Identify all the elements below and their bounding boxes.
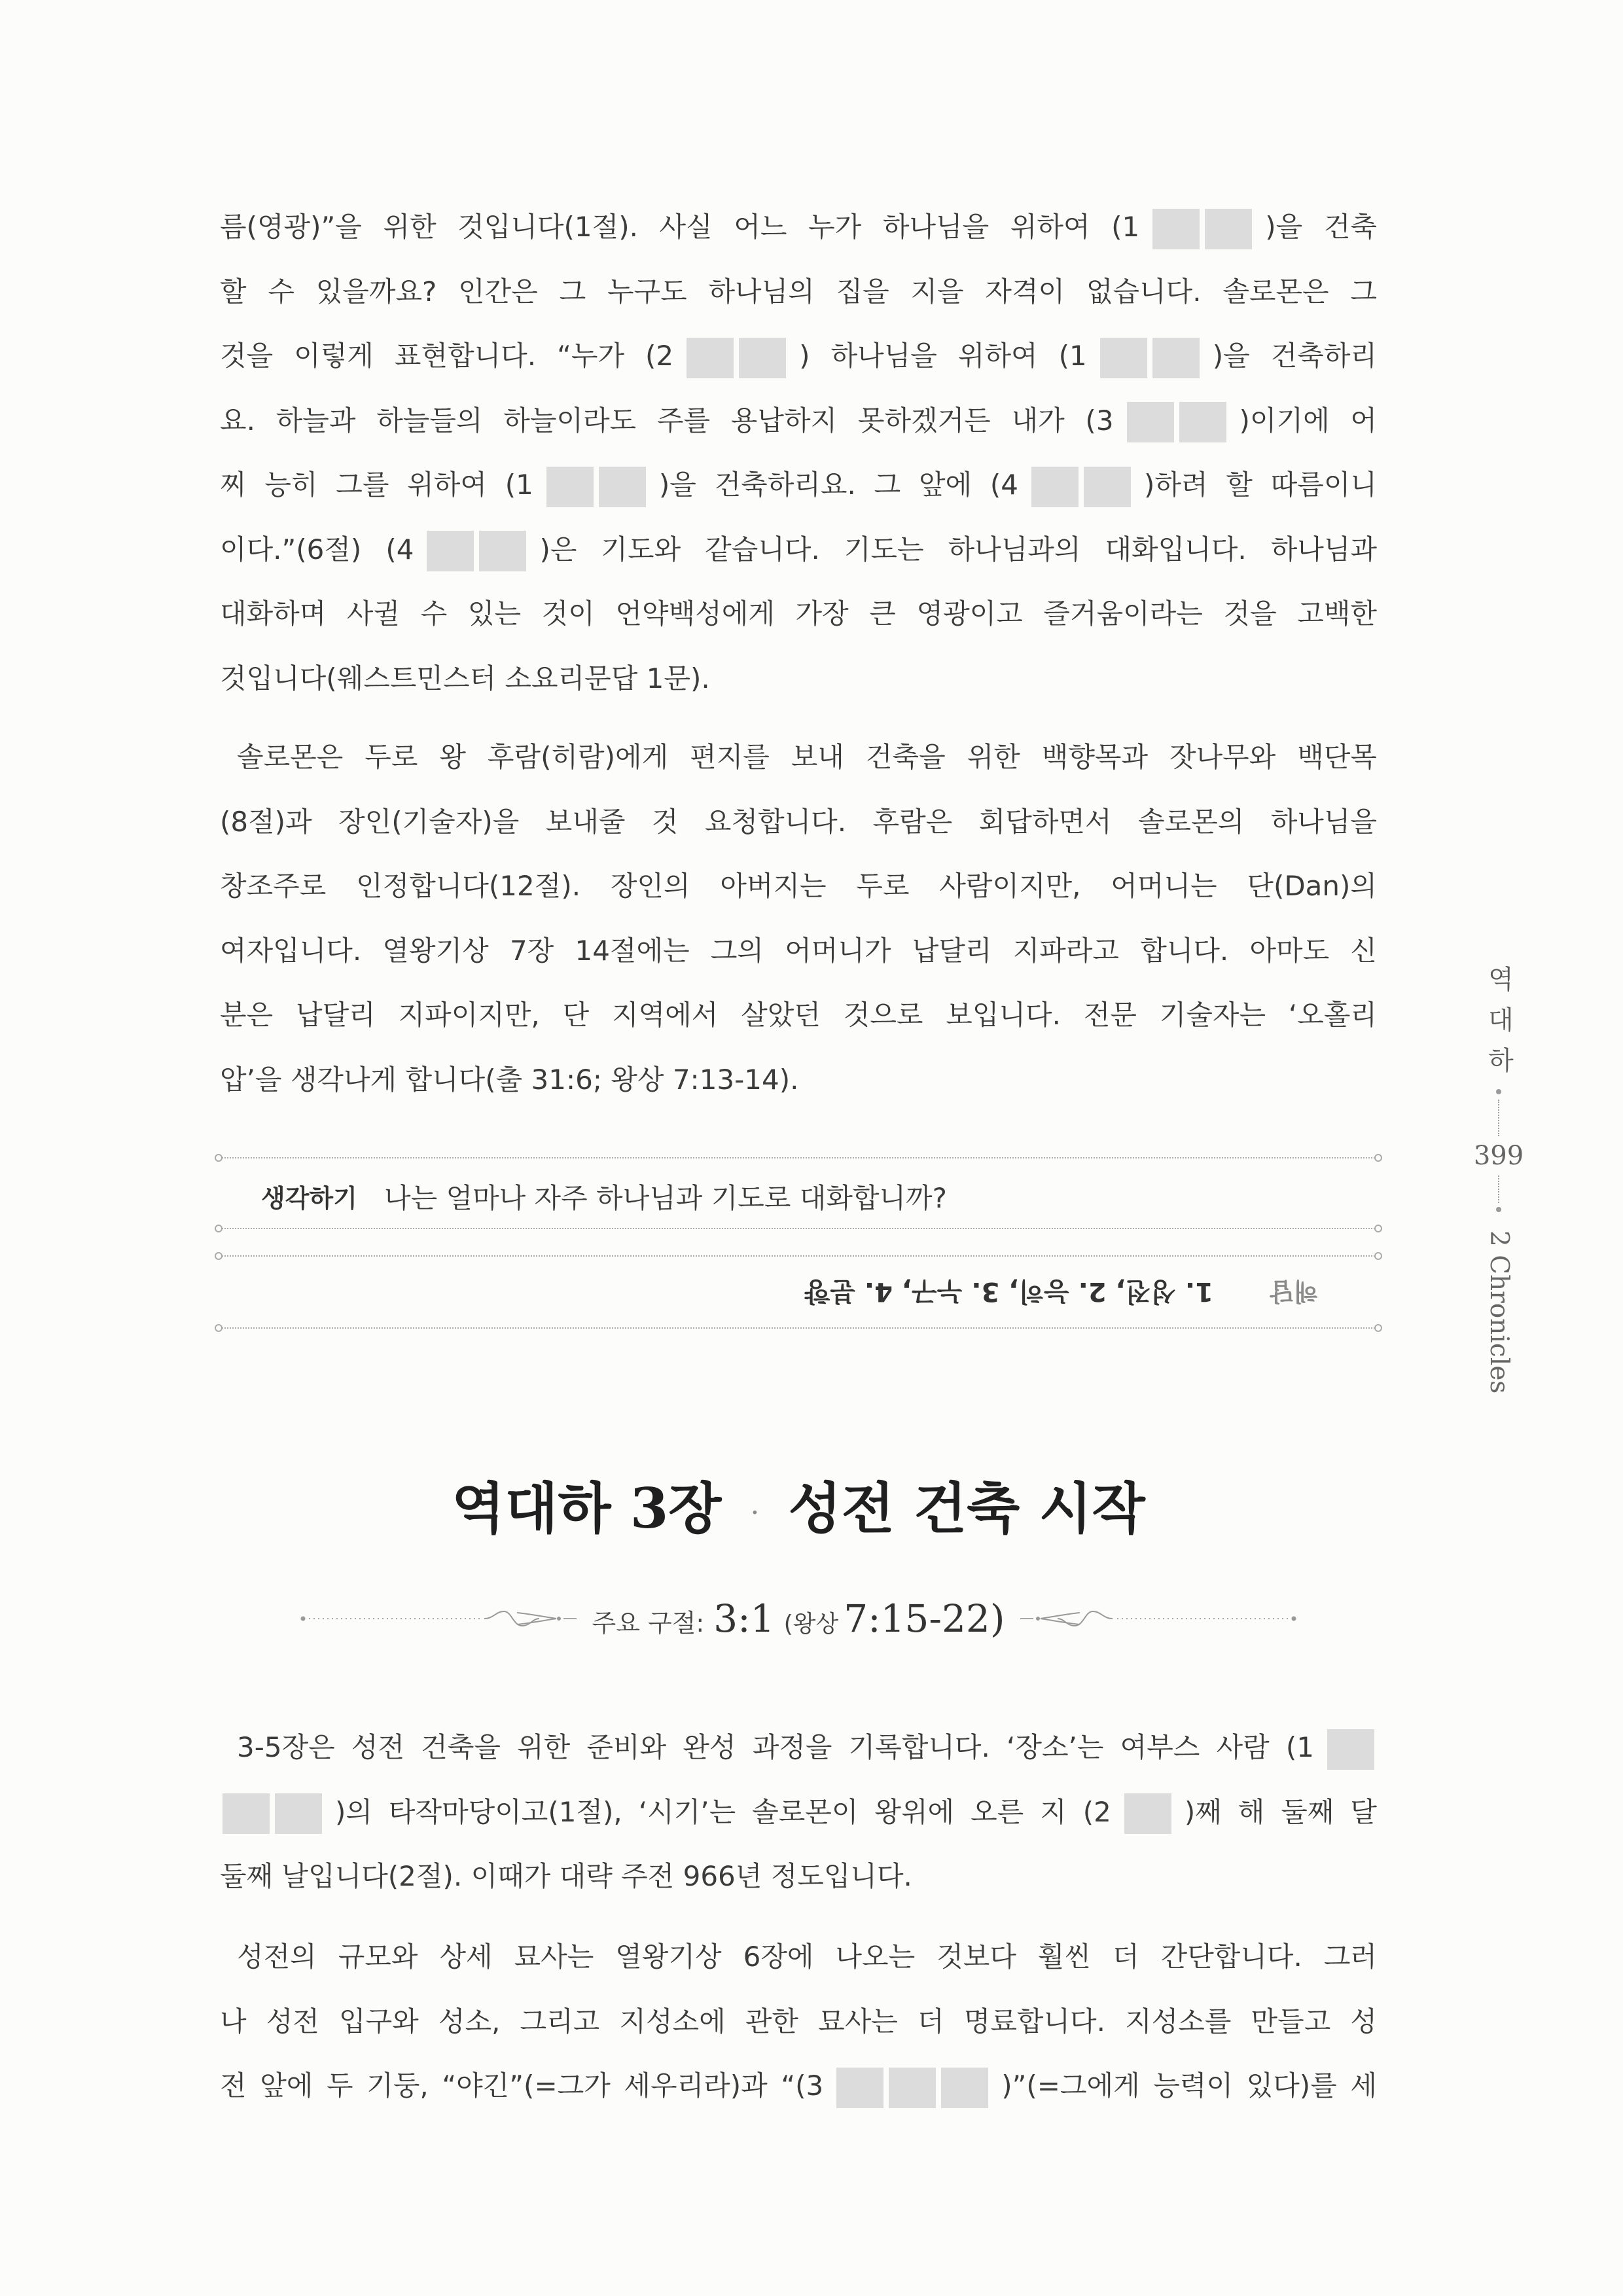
running-head-dot [1496, 1089, 1501, 1094]
line-text: 름(영광)”을 위한 것입니다(1절). 사실 어느 누가 하나님을 위하여 (1 [220, 211, 1140, 243]
text-line: 여자입니다. 열왕기상 7장 14절에는 그의 어머니가 납달리 지파라고 합니다. 아마도 신 [220, 934, 1377, 967]
answer-blank [1152, 338, 1200, 378]
page-number: 399 [1473, 1141, 1524, 1171]
answer-blank-group [424, 531, 529, 571]
chapter-title [220, 1473, 1377, 1545]
line-text: 요. 하늘과 하늘들의 하늘이라도 주를 용납하지 못하겠거든 내가 (3 [220, 404, 1114, 437]
running-head-dot [1496, 1207, 1501, 1212]
line-text: )을 건축하리요. 그 앞에 (4 [658, 469, 1019, 501]
answer-blank [1100, 338, 1147, 378]
reflection-question: 나는 얼마나 자주 하나님과 기도로 대화합니까? [384, 1182, 947, 1214]
key-verse [592, 1596, 1005, 1641]
text-line: 대화하며 사귈 수 있는 것이 언약백성에게 가장 큰 영광이고 즐거움이라는 것을 고백한 [220, 598, 1377, 630]
answer-blank-group [1029, 467, 1133, 507]
text-line [220, 453, 1377, 518]
answer-blank [889, 2068, 936, 2108]
text-line [220, 195, 1377, 260]
paragraph-3 [220, 1715, 1377, 1909]
answer-blank [427, 531, 474, 571]
answer-blank [599, 467, 646, 507]
line-text: )을 건축하리 [1212, 340, 1377, 372]
key-verse-label: 주요 구절: [592, 1609, 705, 1638]
text-line: 나 성전 입구와 성소, 그리고 지성소에 관한 묘사는 더 명료합니다. 지성소를 만들고 성 [220, 2005, 1377, 2037]
answer-blank [941, 2068, 988, 2108]
text-line: 창조주로 인정합니다(12절). 장인의 아버지는 두로 사람이지만, 어머니는 단(Dan)의 [220, 870, 1377, 902]
parallel-reference: 7:15-22) [844, 1596, 1005, 1641]
line-text: 찌 능히 그를 위하여 (1 [220, 469, 533, 501]
key-verse-reference: 3:1 [713, 1596, 775, 1641]
chapter-title-topic: 성전 건축 시작 [788, 1476, 1145, 1541]
paragraph-2 [220, 725, 1377, 1112]
line-text: 이다.”(6절) (4 [220, 533, 414, 565]
paragraph-1 [220, 195, 1377, 711]
line-text: )의 타작마당이고(1절), ‘시기’는 솔로몬이 왕위에 오른 지 (2 [335, 1795, 1111, 1828]
text-line [220, 518, 1377, 583]
line-text: )째 해 둘째 달 [1184, 1795, 1377, 1828]
answer-blank [1179, 402, 1226, 442]
answer-blank [687, 338, 734, 378]
ornament-right [1019, 1605, 1297, 1632]
text-line: 둘째 날입니다(2절). 이때가 대략 주전 966년 정도입니다. [220, 1860, 912, 1892]
line-text: )이기에 어 [1239, 404, 1377, 437]
text-line [220, 389, 1377, 454]
answer-key-label: 해답 [1270, 1277, 1318, 1306]
box-rule-middle [220, 1255, 1377, 1257]
answer-blank-group [1150, 209, 1255, 249]
text-line: 분은 납달리 지파이지만, 단 지역에서 살았던 것으로 보입니다. 전문 기술자는 ‘오홀리 [220, 999, 1377, 1031]
answer-blank-group [1122, 1793, 1174, 1834]
running-head-divider [1498, 1100, 1499, 1136]
answer-blank [1205, 209, 1252, 249]
text-line [220, 2054, 1377, 2119]
chapter-title-book: 역대하 3장 [452, 1476, 722, 1541]
answer-blank [1152, 209, 1200, 249]
answer-blank [546, 467, 594, 507]
text-line: (8절)과 장인(기술자)을 보내줄 것 요청합니다. 후람은 회답하면서 솔로몬의 하나님을 [220, 805, 1377, 838]
answer-blank [739, 338, 786, 378]
title-separator: · [750, 1496, 760, 1530]
answer-blank [275, 1793, 322, 1834]
paragraph-4 [220, 1925, 1377, 2119]
reflection-label: 생각하기 [261, 1184, 357, 1213]
answer-blank-group [220, 1793, 325, 1834]
box-rule-top [220, 1157, 1377, 1158]
answer-blank-group [1097, 338, 1202, 378]
answer-blank [223, 1793, 270, 1834]
text-line: 압’을 생각나게 합니다(출 31:6; 왕상 7:13-14). [220, 1063, 799, 1096]
answer-blank [1084, 467, 1131, 507]
line-text: )은 기도와 같습니다. 기도는 하나님과의 대화입니다. 하나님과 [539, 533, 1377, 565]
answer-blank-group [1124, 402, 1229, 442]
text-line [220, 324, 1377, 389]
answer-blank-group [1325, 1729, 1377, 1770]
answer-blank-group [834, 2068, 991, 2108]
line-text: )하려 할 따름이니 [1144, 469, 1378, 501]
answer-blank [1124, 1793, 1171, 1834]
text-line: 할 수 있을까요? 인간은 그 누구도 하나님의 집을 지을 자격이 없습니다. 솔로몬은 그 [220, 275, 1377, 308]
text-line: 것입니다(웨스트민스터 소요리문답 1문). [220, 662, 710, 694]
answer-key-row [220, 1259, 1377, 1324]
box-rule-bottom [220, 1327, 1377, 1329]
answer-blank [1031, 467, 1079, 507]
running-head-english: 2 Chronicles [1484, 1230, 1514, 1394]
line-text: ) 하나님을 위하여 (1 [799, 340, 1087, 372]
line-text: 전 앞에 두 기둥, “야긴”(=그가 세우리라)과 “(3 [220, 2070, 824, 2102]
answer-blank-group [684, 338, 789, 378]
answer-blank [1327, 1729, 1374, 1770]
running-head-divider [1498, 1175, 1499, 1203]
parallel-book: (왕상 [783, 1611, 839, 1638]
text-line [220, 1780, 1377, 1845]
line-text: 것을 이렇게 표현합니다. “누가 (2 [220, 340, 674, 372]
text-line: 솔로몬은 두로 왕 후람(히람)에게 편지를 보내 건축을 위한 백향목과 잣나무와 백단목 [237, 741, 1377, 773]
answer-blank-group [544, 467, 649, 507]
key-verse-line [220, 1589, 1377, 1648]
box-rule-middle [220, 1228, 1377, 1229]
ornament-left [300, 1605, 578, 1632]
answer-key-text: 1. 성전, 2. 능히, 3. 누구, 4. 분향 [804, 1276, 1213, 1306]
text-line [220, 1715, 1377, 1780]
line-text: )”(=그에게 능력이 있다)를 세 [1001, 2070, 1377, 2102]
text-line: 성전의 규모와 상세 묘사는 열왕기상 6장에 나오는 것보다 훨씬 더 간단합니다. 그러 [237, 1941, 1377, 1973]
line-text: 3-5장은 성전 건축을 위한 준비와 완성 과정을 기록합니다. ‘장소’는 여부스 사람 (1 [237, 1731, 1314, 1763]
answer-blank [836, 2068, 883, 2108]
line-text: )을 건축 [1265, 211, 1377, 243]
reflection-row [220, 1166, 1377, 1231]
answer-blank [479, 531, 526, 571]
answer-blank [1127, 402, 1174, 442]
running-head-book: 역대하 [1484, 965, 1514, 1087]
